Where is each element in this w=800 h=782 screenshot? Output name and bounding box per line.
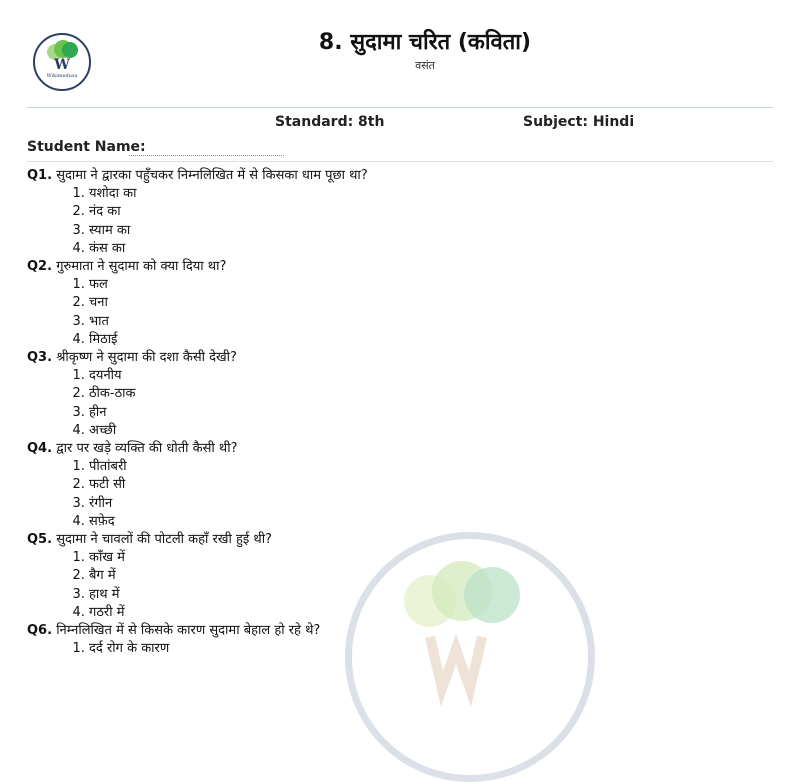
question-text: गुरुमाता ने सुदामा को क्या दिया था? (56, 259, 227, 275)
option-item: 2. फटी सी (89, 476, 767, 494)
option-item: 3. भात (89, 313, 767, 331)
question-number: Q3. (27, 350, 53, 366)
option-item: 4. अच्छी (89, 422, 767, 440)
question-text: सुदामा ने चावलों की पोटली कहाँ रखी हुई थी? (56, 532, 272, 548)
question-number: Q2. (27, 259, 53, 275)
options-list (27, 640, 767, 658)
option-item: 2. नंद का (89, 203, 767, 221)
option-item: 4. मिठाई (89, 331, 767, 349)
question-2 (27, 258, 767, 276)
options-list (27, 276, 767, 349)
standard-label: Standard: 8th (275, 114, 385, 130)
option-item: 1. पीतांबरी (89, 458, 767, 476)
question-text: द्वार पर खड़े व्यक्ति की धोती कैसी थी? (56, 441, 238, 457)
option-item: 3. हाथ में (89, 586, 767, 604)
question-6 (27, 622, 767, 640)
option-item: 4. कंस का (89, 240, 767, 258)
subject-label: Subject: Hindi (523, 114, 635, 130)
option-item: 4. सफ़ेद (89, 513, 767, 531)
option-item: 3. हीन (89, 404, 767, 422)
options-list (27, 367, 767, 440)
logo-text: Wikimedusa (46, 73, 78, 79)
meta-divider (27, 161, 773, 162)
option-item: 2. ठीक-ठाक (89, 385, 767, 403)
options-list (27, 549, 767, 622)
option-item: 1. फल (89, 276, 767, 294)
page-title: 8. सुदामा चरित (कविता) (318, 30, 532, 55)
question-1 (27, 167, 767, 185)
option-item: 2. बैग में (89, 567, 767, 585)
question-text: निम्नलिखित में से किसके कारण सुदामा बेहाल हो रहे थे? (56, 623, 321, 639)
question-number: Q6. (27, 623, 53, 639)
logo (33, 33, 91, 91)
leaf-icon (35, 35, 89, 89)
question-3 (27, 349, 767, 367)
option-item: 1. दर्द रोग के कारण (89, 640, 767, 658)
question-4 (27, 440, 767, 458)
option-item: 3. स्याम का (89, 222, 767, 240)
option-item: 4. गठरी में (89, 604, 767, 622)
question-list (27, 167, 767, 658)
options-list (27, 185, 767, 258)
option-item: 1. काँख में (89, 549, 767, 567)
question-number: Q1. (27, 168, 53, 183)
option-item: 1. दयनीय (89, 367, 767, 385)
question-number: Q5. (27, 532, 53, 548)
page-subtitle: वसंत (415, 59, 435, 72)
question-text: श्रीकृष्ण ने सुदामा की दशा कैसी देखी? (56, 350, 237, 366)
question-5 (27, 531, 767, 549)
question-number: Q4. (27, 441, 53, 457)
header-divider (27, 107, 773, 108)
options-list (27, 458, 767, 531)
option-item: 1. यशोदा का (89, 185, 767, 203)
option-item: 3. रंगीन (89, 495, 767, 513)
student-name-label: Student Name: (27, 139, 146, 155)
option-item: 2. चना (89, 294, 767, 312)
student-name-field[interactable] (129, 155, 284, 156)
logo-letter: W (54, 57, 70, 73)
question-text: सुदामा ने द्वारका पहुँचकर निम्नलिखित में से किसका धाम पूछा था? (56, 168, 368, 183)
